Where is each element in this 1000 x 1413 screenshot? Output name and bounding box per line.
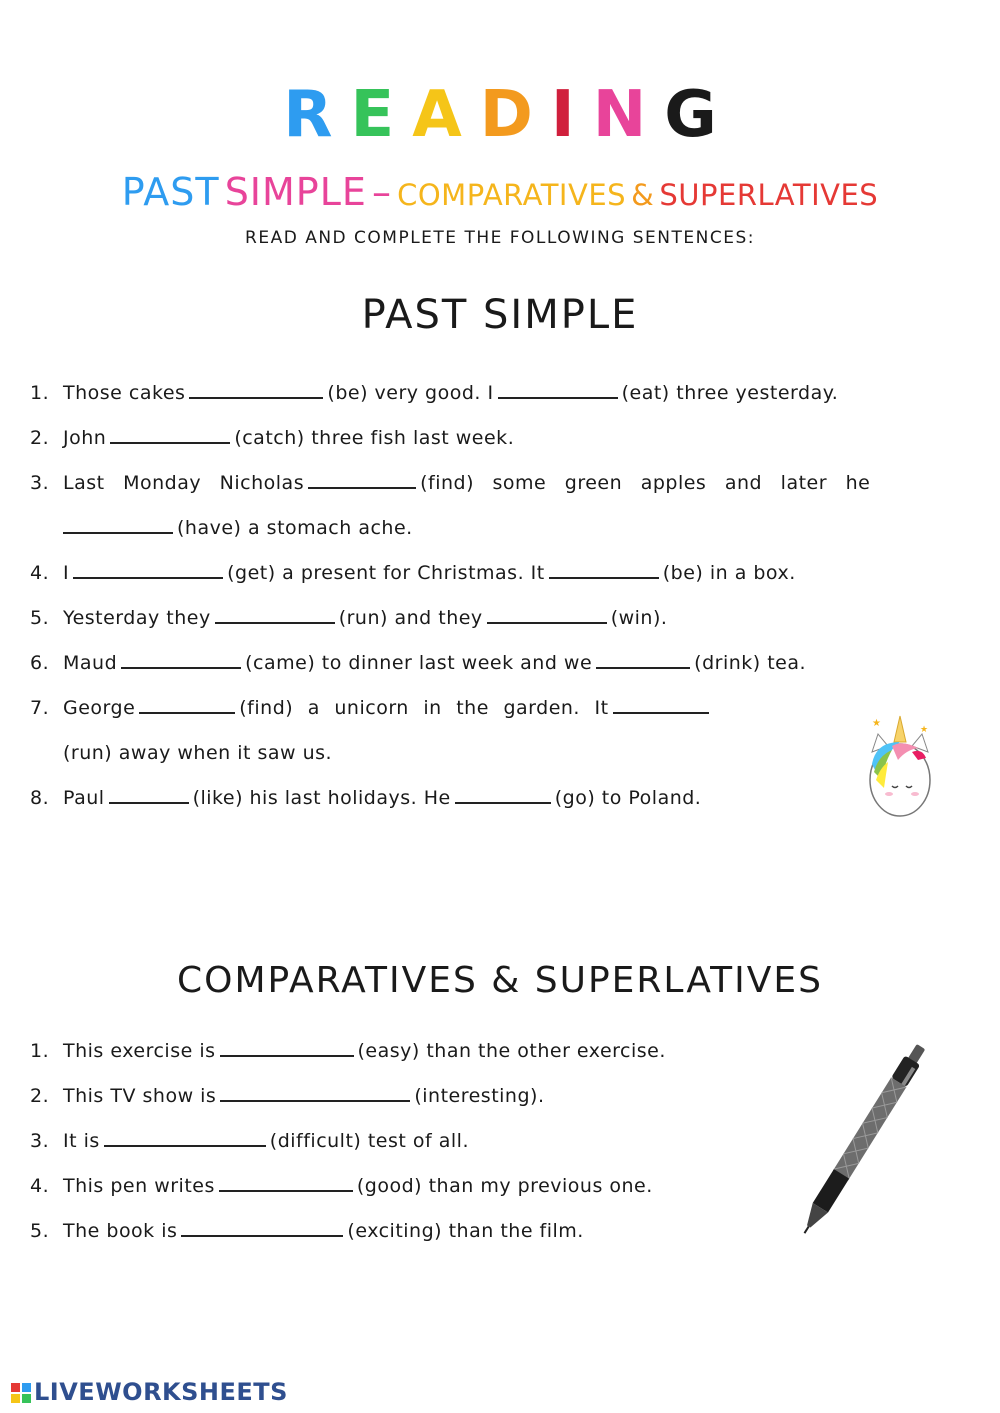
- list-item: [30, 1171, 666, 1216]
- item-number: 3.: [30, 1130, 50, 1152]
- subtitle-simple: SIMPLE: [224, 170, 367, 214]
- svg-text:★: ★: [872, 718, 881, 729]
- answer-blank[interactable]: [596, 649, 690, 669]
- item-text: This TV show is: [63, 1085, 217, 1107]
- item-number: 4.: [30, 562, 50, 584]
- item-text: George: [63, 697, 136, 719]
- item-text: (like) his last holidays. He: [192, 787, 451, 809]
- subtitle-past: PAST: [121, 170, 220, 214]
- item-number: 5.: [30, 1220, 50, 1242]
- item-number: 4.: [30, 1175, 50, 1197]
- item-text: (drink) tea.: [694, 652, 807, 674]
- item-text: (run) away when it saw us.: [63, 742, 333, 764]
- item-text: (difficult) test of all.: [269, 1130, 469, 1152]
- answer-blank[interactable]: [73, 559, 223, 579]
- answer-blank[interactable]: [189, 379, 323, 399]
- item-text: (eat) three yesterday.: [621, 382, 839, 404]
- title-letter-g: G: [664, 78, 717, 152]
- answer-blank[interactable]: [219, 1172, 353, 1192]
- item-text: (get) a present for Christmas. It: [227, 562, 545, 584]
- title-letter-e: E: [350, 78, 395, 152]
- footer-brand-text: LIVEWORKSHEETS: [34, 1378, 288, 1406]
- answer-blank[interactable]: [181, 1217, 343, 1237]
- item-text: (easy) than the other exercise.: [357, 1040, 666, 1062]
- unicorn-icon: [862, 712, 938, 822]
- answer-blank[interactable]: [613, 694, 709, 714]
- page-title: [0, 78, 1000, 152]
- item-text: (have) a stomach ache.: [177, 517, 413, 539]
- item-text: I: [63, 562, 70, 584]
- comparatives-list: [30, 1036, 666, 1261]
- item-number: 6.: [30, 652, 50, 674]
- item-number: 8.: [30, 787, 50, 809]
- item-number: 1.: [30, 1040, 50, 1062]
- answer-blank[interactable]: [498, 379, 618, 399]
- title-letter-d: D: [479, 78, 533, 152]
- item-text: (good) than my previous one.: [356, 1175, 653, 1197]
- comparatives-heading: COMPARATIVES & SUPERLATIVES: [177, 960, 823, 1001]
- item-text: Maud: [63, 652, 118, 674]
- list-item: [30, 378, 870, 423]
- past-simple-heading: PAST SIMPLE: [361, 292, 639, 338]
- answer-blank[interactable]: [104, 1127, 266, 1147]
- item-text: (catch) three fish last week.: [234, 427, 515, 449]
- item-text: This exercise is: [63, 1040, 216, 1062]
- list-item: [30, 603, 870, 648]
- subtitle-amp: &: [631, 178, 655, 212]
- item-text: It is: [63, 1130, 100, 1152]
- answer-blank[interactable]: [109, 784, 189, 804]
- item-text: (win).: [610, 607, 668, 629]
- item-number: 2.: [30, 1085, 50, 1107]
- item-text: Paul: [63, 787, 105, 809]
- past-simple-list: [30, 378, 870, 828]
- answer-blank[interactable]: [455, 784, 551, 804]
- title-letter-a: A: [412, 78, 462, 152]
- answer-blank[interactable]: [220, 1082, 410, 1102]
- list-item: [30, 648, 870, 693]
- pen-icon: [790, 1030, 930, 1270]
- title-letter-n: N: [592, 78, 647, 152]
- item-text: (be) very good. I: [327, 382, 494, 404]
- subtitle: [0, 170, 1000, 214]
- answer-blank[interactable]: [215, 604, 335, 624]
- answer-blank[interactable]: [487, 604, 607, 624]
- item-text: (came) to dinner last week and we: [245, 652, 593, 674]
- subtitle-dash: –: [372, 170, 392, 214]
- item-text: Last Monday Nicholas: [63, 472, 305, 494]
- liveworksheets-logo-icon: [10, 1382, 32, 1404]
- item-text: (interesting).: [414, 1085, 545, 1107]
- svg-text:★: ★: [920, 725, 929, 735]
- answer-blank[interactable]: [63, 514, 173, 534]
- item-number: 1.: [30, 382, 50, 404]
- item-text: The book is: [63, 1220, 178, 1242]
- item-text: John: [63, 427, 107, 449]
- list-item: [30, 783, 870, 828]
- item-number: 7.: [30, 697, 50, 719]
- list-item: [30, 423, 870, 468]
- list-item: [30, 1081, 666, 1126]
- item-number: 5.: [30, 607, 50, 629]
- title-letter-r: R: [283, 78, 333, 152]
- item-text: (exciting) than the film.: [347, 1220, 584, 1242]
- list-item: [30, 1126, 666, 1171]
- answer-blank[interactable]: [549, 559, 659, 579]
- answer-blank[interactable]: [308, 469, 416, 489]
- list-item: [30, 1036, 666, 1081]
- item-text: (find) a unicorn in the garden. It: [239, 697, 609, 719]
- answer-blank[interactable]: [121, 649, 241, 669]
- item-text: Yesterday they: [63, 607, 211, 629]
- subtitle-comparatives: COMPARATIVES: [397, 178, 627, 212]
- footer-brand: [10, 1378, 288, 1406]
- title-letter-i: I: [550, 78, 575, 152]
- list-item: [30, 1216, 666, 1261]
- answer-blank[interactable]: [110, 424, 230, 444]
- item-text: Those cakes: [63, 382, 186, 404]
- list-item: [30, 693, 870, 783]
- item-number: 2.: [30, 427, 50, 449]
- answer-blank[interactable]: [139, 694, 235, 714]
- item-text: (run) and they: [338, 607, 483, 629]
- item-text: (be) in a box.: [662, 562, 796, 584]
- instruction-text: READ AND COMPLETE THE FOLLOWING SENTENCES:: [245, 228, 755, 248]
- item-text: (find) some green apples and later he: [420, 472, 871, 494]
- item-text: (go) to Poland.: [554, 787, 702, 809]
- subtitle-superlatives: SUPERLATIVES: [659, 178, 879, 212]
- item-number: 3.: [30, 472, 50, 494]
- list-item: [30, 558, 870, 603]
- item-text: This pen writes: [63, 1175, 215, 1197]
- answer-blank[interactable]: [220, 1037, 354, 1057]
- list-item: [30, 468, 870, 558]
